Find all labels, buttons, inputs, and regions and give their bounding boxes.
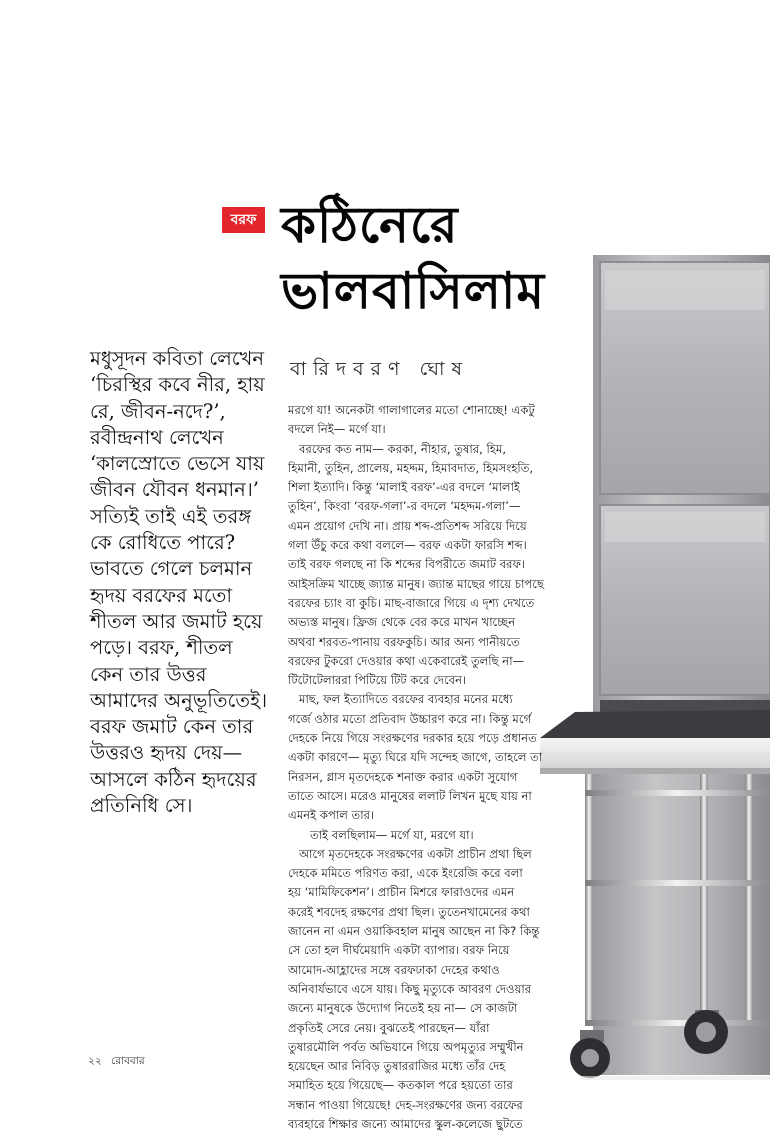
article-title [281,192,545,324]
title-line: ভালবাসিলাম [281,261,546,320]
body-line: তাই বরফ গলছে না কি শব্দের বিপরীতে জমাট বরফ। [288,557,526,572]
body-line: জানেন না এমন ওয়াকিবহাল মানুষ আছেন না কি? কিন্তু [288,924,540,939]
body-line: জন্যে মানুষকে উদ্যোগ নিতেই হয় না— সে কাজটা [288,1001,518,1016]
body-line: বরফের টুকরো দেওয়ার কথা একেবারেই তুলছি না— [288,653,525,668]
article-body [288,401,588,1134]
body-line: প্রকৃতিই সেরে নেয়। বুঝতেই পারছেন— যাঁরা [288,1020,490,1035]
body-line: এমনই কপাল তার। [288,808,375,823]
pull-quote-line: সত্যিই তাই এই তরঙ্গ [90,504,252,528]
body-line: অথবা শরবত-পানায় বরফকুচি। আর অন্য পানীয়তে [288,634,520,649]
body-line: সে তো হল দীর্ঘমেয়াদি একটা ব্যাপার। বরফ নিয়ে [288,943,510,958]
body-line: আইসক্রিম খাচ্ছে জ্যান্ত মানুষ। জ্যান্ত মাছের গায়ে চাপছে [288,576,544,591]
body-line: করেই শবদেহ রক্ষণের প্রথা ছিল। তুতেনখামেনের কথা [288,904,530,919]
body-line: বরফের কত নাম— করকা, নীহার, তুষার, হিম, [299,441,507,456]
magazine-name: রোববার [111,1055,145,1067]
pull-quote [90,346,268,819]
folio [88,1054,151,1071]
body-line: বদলে নিই— মর্গে যা। [288,422,386,437]
body-line: তুষারমৌলি পর্বত অভিযানে গিয়ে অপমৃত্যুর সম্মুখীন [288,1039,524,1054]
pull-quote-line: বরফ জমাট কেন তার [90,715,254,739]
pull-quote-line: প্রতিনিধি সে। [90,794,193,818]
pull-quote-line: রবীন্দ্রনাথ লেখেন [90,425,224,449]
pull-quote-line: মধুসূদন কবিতা লেখেন [90,347,265,370]
body-line: তাই বলছিলাম— মর্গে যা, মরগে যা। [310,827,474,842]
pull-quote-line: আমাদের অনুভূতিতেই। [90,688,268,712]
pull-quote-line: হৃদয় বরফের মতো [90,583,233,607]
pull-quote-line: শীতল আর জমাট হয়ে [90,609,263,633]
body-line: একটা কারণে— মৃত্যু ঘিরে যদি সন্দেহ জাগে, তাহলে তা [288,750,543,765]
body-line: মাছ, ফল ইত্যাদিতে বরফের ব্যবহার মনের মধ্যে [299,692,513,707]
body-line: গর্জে ওঠার মতো প্রতিবাদ উচ্চারণ করে না। কিন্তু মর্গে [288,711,532,726]
body-line: তাতে আসে। মরেও মানুষের ললাট লিখন মুছে যায় না [288,788,532,803]
page-number: ২২ [88,1055,102,1067]
section-tag: বরফ [222,207,265,233]
body-line: হয়েছেন আর নিবিড় তুষাররাজির মধ্যে তাঁর দেহ [288,1059,506,1074]
pull-quote-line: জীবন যৌবন ধনমান।’ [90,478,259,502]
title-line: কঠিনেরে [281,195,459,254]
pull-quote-line: পড়ে। বরফ, শীতল [90,636,233,660]
body-line: হিমানী, তুহিন, প্রালেয়, মহদ্দম, হিমাবদাত, হিমসংহতি, [288,460,534,475]
body-line: গলা উঁচু করে কথা বললে— বরফ একটা ফারসি শব্দ। [288,538,527,553]
pull-quote-line: ‘চিরস্থির কবে নীর, হায় [90,373,265,397]
body-line: দেহকে মমিতে পরিণত করা, একে ইংরেজি করে বলা [288,866,523,881]
body-line: হয় ‘মামিফিকেশন’। প্রাচীন মিশরে ফারাওদের এমন [288,885,515,900]
body-line: বরফের চ্যাং বা কুচি। মাছ-বাজারে গিয়ে এ দৃশ্য দেখতে [288,595,535,610]
body-line: মরগে যা! অনেকটা গালাগালের মতো শোনাচ্ছে! একটু [288,403,535,417]
body-line: ব্যবহারে শিক্ষার জন্যে আমাদের স্কুল-কলেজে ছুটতে [288,1116,523,1131]
body-line: সন্ধান পাওয়া গিয়েছে! দেহ-সংরক্ষণের জন্য বরফের [288,1097,523,1112]
body-line: টিটোটেলাররা পিটিয়ে টিট করে দেবেন। [288,673,467,688]
pull-quote-line: ‘কালস্রোতে ভেসে যায় [90,452,265,476]
body-line: আগে মৃতদেহকে সংরক্ষণের একটা প্রাচীন প্রথা ছিল [299,846,532,861]
pull-quote-line: কেন তার উত্তর [90,662,207,686]
pull-quote-line: রে, জীবন-নদে?’, [90,399,226,423]
body-line: এমন প্রয়োগ দেখি না। প্রায় শব্দ-প্রতিশব্দ সরিয়ে দিয়ে [288,518,527,533]
body-line: সমাহিত হয়ে গিয়েছে— কতকাল পরে হয়তো তার [288,1078,513,1093]
body-line: তুহিন’, কিংবা ‘বরফ-গলা’-র বদলে ‘মহদ্দম-গলা’— [288,499,521,514]
pull-quote-line: আসলে কঠিন হৃদয়ের [90,767,257,791]
pull-quote-line: ভাবতে গেলে চলমান [90,557,253,581]
body-line: শিলা ইত্যাদি। কিন্তু ‘মালাই বরফ’-এর বদলে ‘মালাই [288,480,520,495]
body-line: আমোদ-আহ্লাদের সঙ্গে বরফঢাকা দেহের কথাও [288,962,500,977]
body-line: দেহকে নিয়ে গিয়ে সংরক্ষণের দরকার হয়ে পড়ে প্রধানত [288,731,537,746]
byline: বারিদবরণ ঘোষ [290,358,469,380]
pull-quote-line: কে রোধিতে পারে? [90,531,236,555]
body-line: অভ্যস্ত মানুষ। ফ্রিজ থেকে বের করে মাখন খাচ্ছেন [288,615,516,630]
pull-quote-line: উত্তরও হৃদয় দেয়— [90,741,243,765]
body-line: অনিবার্যভাবে এসে যায়। কিছু মৃত্যুকে আবরণ দেওয়ার [288,981,532,996]
body-line: নিরসন, গ্লাস মৃতদেহকে শনাক্ত করার একটা সুযোগ [288,769,518,784]
